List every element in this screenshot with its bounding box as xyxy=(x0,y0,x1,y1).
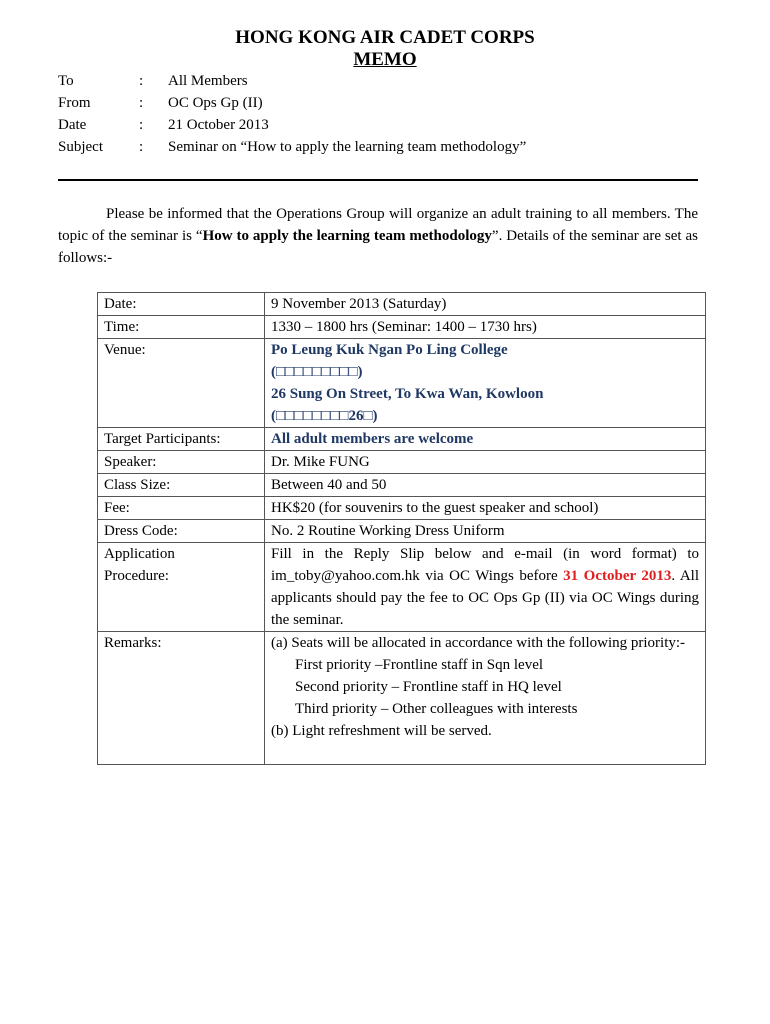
venue-value xyxy=(265,339,706,428)
memo-to-label: To xyxy=(58,73,74,89)
application-label xyxy=(98,543,265,632)
application-deadline: 31 October 2013 xyxy=(563,568,672,584)
memo-from-value: OC Ops Gp (II) xyxy=(168,95,263,111)
target-label: Target Participants: xyxy=(98,428,265,451)
class-size-value: Between 40 and 50 xyxy=(265,474,706,497)
table-row xyxy=(98,632,706,765)
venue-label: Venue: xyxy=(98,339,265,428)
intro-paragraph xyxy=(58,203,698,269)
application-label-line2: Procedure: xyxy=(104,568,169,584)
seminar-details-table xyxy=(97,292,706,765)
table-row xyxy=(98,293,706,316)
table-row xyxy=(98,316,706,339)
table-row xyxy=(98,339,706,428)
remarks-value xyxy=(265,632,706,765)
application-label-line1: Application xyxy=(104,546,175,562)
table-row xyxy=(98,451,706,474)
venue-address-chinese: (□□□□□□□□26□) xyxy=(271,408,378,424)
memo-from-colon: : xyxy=(139,95,144,111)
remarks-priority-3: Third priority – Other colleagues with interests xyxy=(295,701,578,717)
date-value: 9 November 2013 (Saturday) xyxy=(265,293,706,316)
speaker-label: Speaker: xyxy=(98,451,265,474)
memo-subject-colon: : xyxy=(139,139,144,155)
fee-value: HK$20 (for souvenirs to the guest speaker and school) xyxy=(265,497,706,520)
application-text-2: . All applicants should pay the fee to OC Ops Gp (II) via OC Wings during the seminar. xyxy=(271,568,699,628)
application-value xyxy=(265,543,706,632)
time-value: 1330 – 1800 hrs (Seminar: 1400 – 1730 hrs) xyxy=(265,316,706,339)
intro-text-2: ”. Details of the seminar are set as follows:- xyxy=(58,228,699,266)
memo-from-row xyxy=(58,92,718,114)
table-row xyxy=(98,543,706,632)
date-label: Date: xyxy=(98,293,265,316)
table-row xyxy=(98,497,706,520)
memo-date-label: Date xyxy=(58,117,87,133)
venue-address: 26 Sung On Street, To Kwa Wan, Kowloon xyxy=(271,386,544,402)
memo-title: MEMO xyxy=(353,49,417,70)
remarks-item-b: (b) Light refreshment will be served. xyxy=(271,723,492,739)
dress-value: No. 2 Routine Working Dress Uniform xyxy=(265,520,706,543)
venue-name-chinese: (□□□□□□□□□) xyxy=(271,364,363,380)
table-row xyxy=(98,428,706,451)
memo-header xyxy=(58,70,718,158)
memo-to-colon: : xyxy=(139,73,144,89)
remarks-priority-2: Second priority – Frontline staff in HQ level xyxy=(295,679,562,695)
application-text-1: Fill in the Reply Slip below and e-mail (in word format) to im_toby@yahoo.com.hk via OC Wings before xyxy=(271,546,699,584)
remarks-label: Remarks: xyxy=(98,632,265,765)
org-title: HONG KONG AIR CADET CORPS xyxy=(235,27,535,48)
memo-from-label: From xyxy=(58,95,91,111)
remarks-priority-1: First priority –Frontline staff in Sqn level xyxy=(295,657,544,673)
time-label: Time: xyxy=(98,316,265,339)
class-size-label: Class Size: xyxy=(98,474,265,497)
target-value: All adult members are welcome xyxy=(265,428,706,451)
intro-text-1: Please be informed that the Operations Group will organize an adult training to all members. The topic of the seminar is “ xyxy=(58,206,698,244)
remarks-item-a: (a) Seats will be allocated in accordance with the following priority:- xyxy=(271,635,686,651)
dress-label: Dress Code: xyxy=(98,520,265,543)
memo-date-row xyxy=(58,114,718,136)
memo-subject-value: Seminar on “How to apply the learning team methodology” xyxy=(168,139,527,155)
venue-name: Po Leung Kuk Ngan Po Ling College xyxy=(271,342,508,358)
fee-label: Fee: xyxy=(98,497,265,520)
header-divider xyxy=(58,179,698,181)
table-row xyxy=(98,520,706,543)
intro-topic: How to apply the learning team methodology xyxy=(202,228,492,244)
table-row xyxy=(98,474,706,497)
memo-date-colon: : xyxy=(139,117,144,133)
memo-subject-label: Subject xyxy=(58,139,103,155)
speaker-value: Dr. Mike FUNG xyxy=(265,451,706,474)
memo-date-value: 21 October 2013 xyxy=(168,117,269,133)
memo-to-row xyxy=(58,70,718,92)
memo-to-value: All Members xyxy=(168,73,248,89)
memo-subject-row xyxy=(58,136,718,158)
